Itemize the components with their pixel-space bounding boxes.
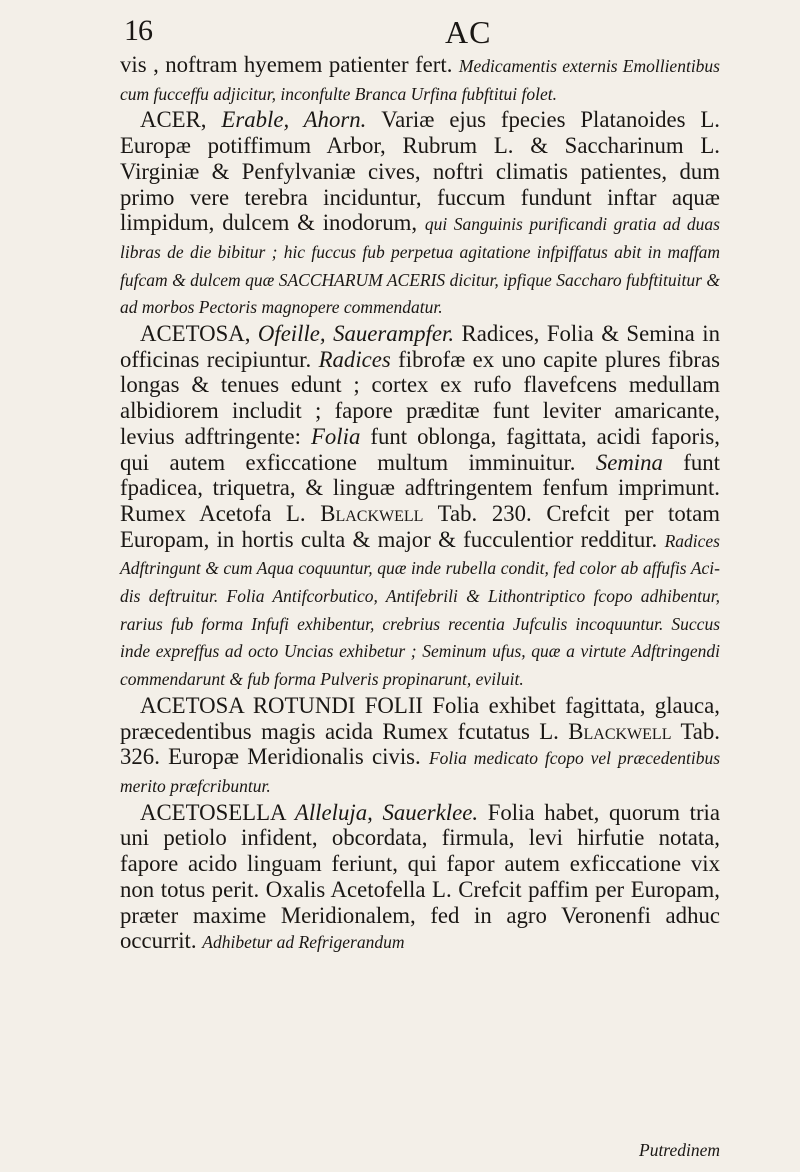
text-run: vis , noftram hyemem patienter fert. [120,52,459,77]
entry-acetosa-rotundifolii [120,693,720,800]
text-run: Folia exhibet fagittata, glauca, præcedentibus magis acida Rumex fcutatus L. [120,692,720,744]
text-run: fibrofæ ex uno capite plures fibras longas & tenues edunt ; cortex ex rufo flavefcens medullam albidiorem includit ; fapore præditæ funt leviter amaricante, levius adftringente: [120,346,720,449]
author-blackwell: Blackwell [320,500,424,526]
text-run: funt oblonga, fagittata, acidi faporis, qui autem exficcatione multum imminuitur. [120,423,721,475]
italic-note: Adhibetur ad Refrigerandum [202,932,405,953]
entry-acetosella [120,800,720,956]
vernacular-names: Ofeille, Sauerampfer. [257,321,462,347]
vernacular-names: Erable, Ahorn. [221,107,382,133]
catchword: Putredinem [639,1140,720,1160]
entry-head: ACETOSA ROTUNDI FOLII [140,692,433,718]
term-folia: Folia [310,423,361,449]
text-run: Folia habet, quorum tria uni petiolo infident, obcordata, firmula, levi hirfutie notata, fapore acido linguam feriunt, qui fapor autem exficcatione vix non totus perit. Oxalis Acetofella L. Crefcit paffim per Europam, præter maxime Meridionalem, fed in agro Veronenfi adhuc occurrit. [120,799,720,954]
entry-head: ACETOSELLA [140,799,295,825]
author-blackwell: Blackwell [568,718,672,744]
entry-acetosa [120,321,720,693]
paragraph-continuation [120,52,720,107]
italic-note: Medicamentis externis Emollientibus cum fucceffu adjicitur, inconfulte Branca Urfina fubftitui folet. [120,56,720,104]
entry-head: ACETOSA, [140,321,258,347]
entry-acer [120,107,720,321]
text-run: Variæ ejus fpecies Platanoides L. Europæ potiffimum Arbor, Rubrum L. & Saccharinum L. Virginiæ & Penfylvaniæ cives, noftri climatis patientes, dum primo vere terebra inciduntur, fuccum fundunt inftar aquæ limpidum, dulcem & inodorum, [120,107,721,236]
text-run: funt fpadicea, triquetra, & linguæ adftringentem fenfum imprimunt. Rumex Acetofa L. [120,449,721,526]
page-number: 16 [124,14,152,47]
text-run: Tab. 326. Europæ Meridionalis civis. [120,718,721,770]
italic-note: Radices Adftringunt & cum Aqua coquuntur, quæ inde rubella condit, fed color ab affufis Acidis deftruitur. Folia Antifcorbutico, Antifebrili & Lithontriptico fcopo adhibentur, rarius fub forma Infufi exhibentur, crebrius recentia Jufculis incoquuntur. Succus inde expreffus ad octo Uncias exhibetur ; Seminum ufus, quæ a virtute Adftringendi commendarunt & fub forma Pulveris propinarunt, eviluit. [120,530,720,690]
italic-note: Folia medicato fcopo vel præcedentibus merito præfcribuntur. [120,748,720,796]
text-run: Tab. 230. Crefcit per totam Europam, in hortis culta & major & fucculentior redditur. [120,500,720,552]
italic-note: qui Sanguinis purificandi gratia ad duas libras de die bibitur ; hic fuccus fub perpetua agitatione infpiffatus abit in maffam fufcam & dulcem quæ SACCHARUM ACERIS dicitur, ipfique Saccharo fubftituitur & ad morbos Pectoris magnopere commendatur. [120,214,720,318]
entry-head: ACER, [140,107,222,133]
term-radices: Radices [318,346,391,372]
vernacular-names: Alleluja, Sauerklee. [294,799,488,825]
text-run: Radices, Folia & Semina in officinas recipiuntur. [120,321,720,372]
term-semina: Semina [595,449,663,475]
body-text [120,52,720,956]
page-header [120,14,720,54]
running-head: AC [445,14,492,50]
